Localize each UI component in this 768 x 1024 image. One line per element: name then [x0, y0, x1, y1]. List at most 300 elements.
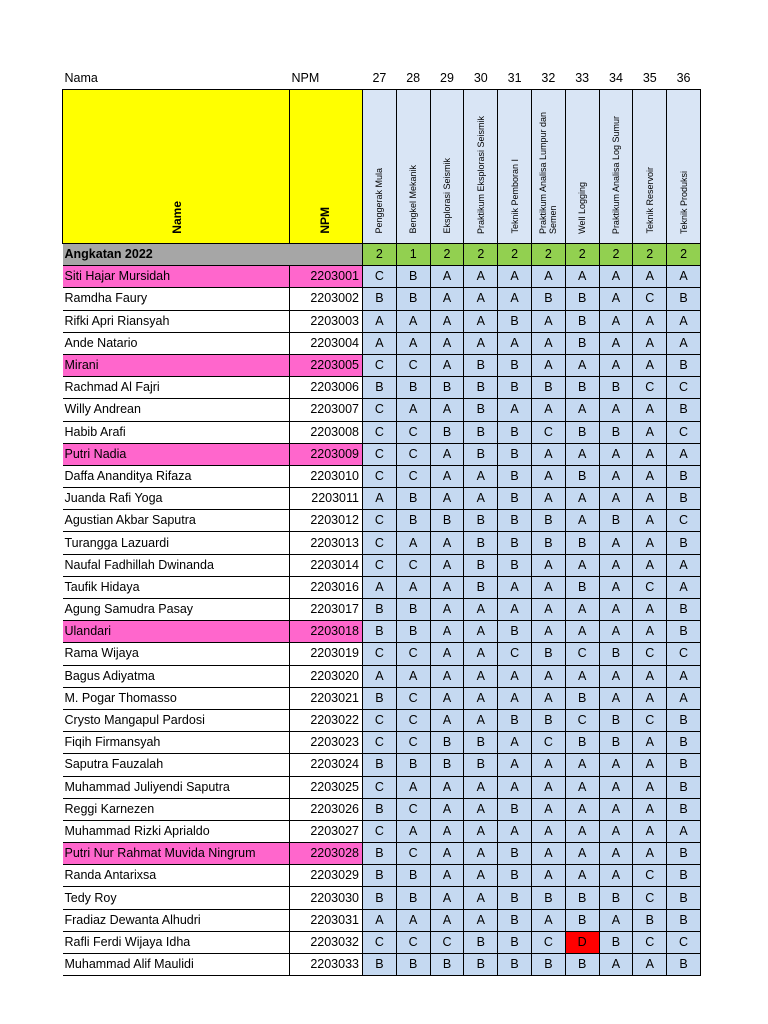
grade-cell: A [430, 465, 464, 487]
course-number: 30 [473, 71, 488, 85]
grade-cell: A [430, 643, 464, 665]
grade-cell: B [667, 288, 701, 310]
student-row [63, 865, 701, 887]
grade-cell: A [565, 399, 599, 421]
student-npm: 2203014 [290, 554, 363, 576]
grade-cell: A [599, 310, 633, 332]
student-name: Fiqih Firmansyah [63, 732, 290, 754]
grade-cell: B [498, 465, 532, 487]
grade-cell: B [464, 399, 498, 421]
grade-cell: A [633, 488, 667, 510]
grade-cell: A [599, 399, 633, 421]
grade-cell: B [531, 643, 565, 665]
grade-cell: B [363, 954, 397, 976]
grade-cell: B [464, 554, 498, 576]
grade-cell: B [565, 887, 599, 909]
grade-cell: C [396, 421, 430, 443]
grade-cell: B [363, 288, 397, 310]
grade-cell: A [531, 820, 565, 842]
grade-cell: B [363, 887, 397, 909]
grade-cell: B [599, 510, 633, 532]
student-npm: 2203024 [290, 754, 363, 776]
npm-header [290, 90, 363, 244]
grade-cell: A [498, 599, 532, 621]
grade-cell: B [667, 754, 701, 776]
student-npm: 2203033 [290, 954, 363, 976]
grade-cell: A [430, 709, 464, 731]
grade-cell: A [531, 266, 565, 288]
column-number-row [63, 68, 701, 90]
student-npm: 2203009 [290, 443, 363, 465]
grade-cell: A [565, 354, 599, 376]
grade-cell: A [531, 665, 565, 687]
grade-cell: C [498, 643, 532, 665]
student-npm: 2203022 [290, 709, 363, 731]
grade-cell: A [667, 576, 701, 598]
grade-cell: A [667, 443, 701, 465]
grade-cell: A [464, 488, 498, 510]
student-name: Daffa Ananditya Rifaza [63, 465, 290, 487]
student-name: Bagus Adiyatma [63, 665, 290, 687]
student-name: Rachmad Al Fajri [63, 377, 290, 399]
grade-cell: A [430, 288, 464, 310]
grade-cell: B [498, 532, 532, 554]
grade-cell: B [363, 798, 397, 820]
grade-cell: A [464, 709, 498, 731]
grade-cell: B [667, 887, 701, 909]
student-row [63, 310, 701, 332]
course-header [430, 90, 464, 244]
course-name: Praktikum Analisa Log Sumur [610, 115, 621, 234]
grade-cell: B [565, 909, 599, 931]
grade-cell: C [363, 776, 397, 798]
grade-cell: A [599, 266, 633, 288]
grade-cell: A [633, 599, 667, 621]
grade-cell: B [363, 687, 397, 709]
grade-cell: A [599, 687, 633, 709]
grade-cell: B [396, 754, 430, 776]
grade-cell: B [430, 421, 464, 443]
grade-cell: A [363, 488, 397, 510]
grade-cell: A [531, 399, 565, 421]
grade-cell: A [531, 865, 565, 887]
grade-cell: A [599, 776, 633, 798]
student-npm: 2203008 [290, 421, 363, 443]
grade-cell: B [396, 599, 430, 621]
grade-sheet [62, 68, 701, 976]
student-npm: 2203010 [290, 465, 363, 487]
grade-cell: A [599, 554, 633, 576]
grade-cell: C [363, 931, 397, 953]
grade-cell: B [667, 798, 701, 820]
grade-cell: A [531, 687, 565, 709]
course-header [633, 90, 667, 244]
grade-cell: B [599, 931, 633, 953]
grade-cell: A [498, 332, 532, 354]
student-npm: 2203018 [290, 621, 363, 643]
student-npm: 2203013 [290, 532, 363, 554]
grade-cell: A [363, 665, 397, 687]
grade-cell: B [667, 621, 701, 643]
grade-cell: A [633, 310, 667, 332]
grade-cell: A [396, 399, 430, 421]
grade-cell: A [599, 665, 633, 687]
grade-cell: B [498, 377, 532, 399]
grade-table [62, 68, 701, 976]
grade-cell: B [396, 377, 430, 399]
course-credits: 2 [565, 244, 599, 266]
course-name: Bengkel Mekanik [408, 165, 419, 234]
course-credits: 2 [464, 244, 498, 266]
course-header [599, 90, 633, 244]
student-name: Muhammad Juliyendi Saputra [63, 776, 290, 798]
student-npm: 2203025 [290, 776, 363, 798]
grade-cell: A [464, 887, 498, 909]
grade-cell: A [599, 843, 633, 865]
student-npm: 2203016 [290, 576, 363, 598]
grade-cell: B [363, 621, 397, 643]
grade-cell: C [667, 510, 701, 532]
grade-cell: A [633, 621, 667, 643]
grade-cell: A [565, 776, 599, 798]
grade-cell: B [565, 332, 599, 354]
grade-cell: A [599, 488, 633, 510]
grade-cell: B [667, 843, 701, 865]
grade-cell: B [464, 576, 498, 598]
grade-cell: C [363, 643, 397, 665]
grade-cell: B [531, 377, 565, 399]
student-name: Rifki Apri Riansyah [63, 310, 290, 332]
student-row [63, 621, 701, 643]
grade-cell: B [464, 954, 498, 976]
grade-cell: A [599, 865, 633, 887]
grade-cell: C [633, 709, 667, 731]
grade-cell: B [565, 310, 599, 332]
grade-cell: B [667, 954, 701, 976]
grade-cell: C [633, 288, 667, 310]
grade-cell: A [599, 465, 633, 487]
grade-cell: A [531, 843, 565, 865]
grade-cell: C [396, 931, 430, 953]
grade-cell: A [565, 621, 599, 643]
grade-cell: A [498, 732, 532, 754]
course-name: Teknik Pemboran I [509, 159, 520, 234]
student-row [63, 776, 701, 798]
grade-cell: A [531, 354, 565, 376]
grade-cell: C [531, 931, 565, 953]
group-label: Angkatan 2022 [63, 244, 290, 266]
grade-cell: B [531, 288, 565, 310]
course-credits: 1 [396, 244, 430, 266]
course-header [565, 90, 599, 244]
grade-cell: B [565, 576, 599, 598]
grade-cell: C [633, 576, 667, 598]
student-row [63, 288, 701, 310]
student-row [63, 443, 701, 465]
grade-cell: B [498, 443, 532, 465]
grade-cell: C [363, 399, 397, 421]
student-npm: 2203017 [290, 599, 363, 621]
grade-cell: A [430, 621, 464, 643]
student-row [63, 709, 701, 731]
grade-cell: A [667, 820, 701, 842]
grade-cell: A [464, 865, 498, 887]
grade-cell: A [396, 909, 430, 931]
grade-cell: B [498, 310, 532, 332]
grade-cell: A [633, 687, 667, 709]
grade-cell: A [430, 354, 464, 376]
grade-cell: B [565, 421, 599, 443]
student-row [63, 266, 701, 288]
grade-cell: A [430, 687, 464, 709]
course-header [363, 90, 397, 244]
student-name: Tedy Roy [63, 887, 290, 909]
student-row [63, 687, 701, 709]
grade-cell: C [396, 443, 430, 465]
grade-cell: A [430, 599, 464, 621]
grade-cell: A [498, 754, 532, 776]
grade-cell: B [667, 732, 701, 754]
grade-cell: C [667, 377, 701, 399]
grade-cell: A [565, 266, 599, 288]
grade-cell: A [667, 687, 701, 709]
grade-cell: A [565, 798, 599, 820]
npm-column-label: NPM [291, 71, 320, 85]
grade-cell: B [667, 909, 701, 931]
grade-cell: B [498, 488, 532, 510]
student-npm: 2203030 [290, 887, 363, 909]
grade-cell: B [667, 488, 701, 510]
group-npm-blank [290, 244, 363, 266]
grade-cell: B [599, 887, 633, 909]
grade-cell: A [599, 288, 633, 310]
grade-cell: A [396, 665, 430, 687]
grade-cell: A [430, 887, 464, 909]
student-name: Rafli Ferdi Wijaya Idha [63, 931, 290, 953]
course-credits: 2 [599, 244, 633, 266]
student-name: Saputra Fauzalah [63, 754, 290, 776]
grade-cell: A [396, 332, 430, 354]
grade-cell: A [498, 820, 532, 842]
student-name: Rama Wijaya [63, 643, 290, 665]
grade-cell: A [633, 776, 667, 798]
student-row [63, 576, 701, 598]
grade-cell: C [633, 931, 667, 953]
grade-cell: A [464, 909, 498, 931]
grade-cell: A [531, 310, 565, 332]
student-name: Agustian Akbar Saputra [63, 510, 290, 532]
grade-cell: C [396, 798, 430, 820]
grade-cell: B [498, 421, 532, 443]
grade-cell: A [498, 576, 532, 598]
grade-cell: B [363, 599, 397, 621]
course-credits: 2 [667, 244, 701, 266]
student-row [63, 599, 701, 621]
grade-cell: A [464, 266, 498, 288]
grade-cell: A [430, 776, 464, 798]
student-row [63, 798, 701, 820]
grade-cell: A [565, 665, 599, 687]
grade-cell: A [667, 665, 701, 687]
grade-cell: B [633, 909, 667, 931]
grade-cell: A [633, 399, 667, 421]
grade-cell: B [498, 510, 532, 532]
grade-cell: C [396, 354, 430, 376]
student-row [63, 931, 701, 953]
course-number: 34 [609, 71, 623, 85]
student-name: M. Pogar Thomasso [63, 687, 290, 709]
grade-cell: A [498, 399, 532, 421]
grade-cell: A [396, 310, 430, 332]
student-npm: 2203029 [290, 865, 363, 887]
student-npm: 2203020 [290, 665, 363, 687]
grade-cell: C [667, 931, 701, 953]
student-row [63, 665, 701, 687]
grade-cell: A [633, 843, 667, 865]
grade-cell: A [599, 754, 633, 776]
grade-cell: A [531, 488, 565, 510]
grade-cell: A [464, 643, 498, 665]
grade-cell: A [565, 754, 599, 776]
grade-cell: A [633, 554, 667, 576]
student-name: Muhammad Alif Maulidi [63, 954, 290, 976]
grade-cell: A [464, 843, 498, 865]
grade-cell: A [430, 443, 464, 465]
grade-cell: B [667, 532, 701, 554]
student-npm: 2203005 [290, 354, 363, 376]
name-header [63, 90, 290, 244]
student-npm: 2203002 [290, 288, 363, 310]
grade-cell: B [464, 354, 498, 376]
grade-cell: A [599, 332, 633, 354]
student-name: Reggi Karnezen [63, 798, 290, 820]
grade-cell: A [531, 332, 565, 354]
grade-cell: A [633, 665, 667, 687]
grade-cell: A [633, 754, 667, 776]
grade-cell: A [633, 465, 667, 487]
grade-cell: B [498, 931, 532, 953]
grade-cell: B [667, 776, 701, 798]
student-row [63, 354, 701, 376]
student-row [63, 399, 701, 421]
grade-cell: C [363, 421, 397, 443]
grade-cell: D [565, 931, 599, 953]
grade-cell: A [363, 332, 397, 354]
grade-cell: A [565, 865, 599, 887]
student-row [63, 377, 701, 399]
student-row [63, 732, 701, 754]
grade-cell: C [396, 709, 430, 731]
student-name: Ulandari [63, 621, 290, 643]
grade-cell: B [464, 532, 498, 554]
grade-cell: B [396, 510, 430, 532]
grade-cell: A [667, 554, 701, 576]
grade-cell: C [363, 820, 397, 842]
student-name: Habib Arafi [63, 421, 290, 443]
student-name: Ande Natario [63, 332, 290, 354]
grade-cell: C [396, 643, 430, 665]
grade-cell: A [667, 332, 701, 354]
course-number: 28 [406, 71, 421, 85]
grade-cell: B [396, 266, 430, 288]
grade-cell: A [363, 909, 397, 931]
grade-cell: A [430, 909, 464, 931]
grade-cell: A [599, 443, 633, 465]
student-row [63, 421, 701, 443]
grade-cell: B [363, 843, 397, 865]
student-row [63, 909, 701, 931]
grade-cell: A [464, 599, 498, 621]
student-row [63, 554, 701, 576]
course-number: 33 [575, 71, 590, 85]
grade-cell: B [599, 709, 633, 731]
grade-cell: B [599, 377, 633, 399]
grade-cell: A [531, 754, 565, 776]
nama-column-label: Nama [64, 71, 98, 85]
student-row [63, 754, 701, 776]
course-header [531, 90, 565, 244]
grade-cell: A [667, 266, 701, 288]
course-header [667, 90, 701, 244]
course-name: Eksplorasi Seismik [441, 158, 452, 234]
grade-cell: A [430, 820, 464, 842]
course-credits: 2 [498, 244, 532, 266]
grade-cell: C [667, 421, 701, 443]
student-name: Crysto Mangapul Pardosi [63, 709, 290, 731]
student-name: Siti Hajar Mursidah [63, 266, 290, 288]
course-number: 35 [642, 71, 657, 85]
grade-cell: B [396, 288, 430, 310]
grade-cell: B [498, 798, 532, 820]
student-name: Muhammad Rizki Aprialdo [63, 820, 290, 842]
grade-cell: A [498, 665, 532, 687]
student-name: Putri Nur Rahmat Muvida Ningrum [63, 843, 290, 865]
student-row [63, 332, 701, 354]
grade-cell: B [667, 354, 701, 376]
grade-cell: A [531, 909, 565, 931]
grade-cell: A [633, 354, 667, 376]
course-number: 29 [440, 71, 454, 85]
grade-cell: A [464, 687, 498, 709]
student-npm: 2203031 [290, 909, 363, 931]
grade-cell: C [363, 510, 397, 532]
grade-cell: B [531, 532, 565, 554]
grade-cell: B [363, 377, 397, 399]
student-row [63, 532, 701, 554]
grade-cell: C [363, 465, 397, 487]
grade-cell: B [565, 288, 599, 310]
grade-cell: B [363, 865, 397, 887]
grade-cell: A [363, 310, 397, 332]
student-npm: 2203028 [290, 843, 363, 865]
group-row [63, 244, 701, 266]
student-row [63, 954, 701, 976]
grade-cell: B [464, 421, 498, 443]
grade-cell: A [464, 332, 498, 354]
grade-cell: A [531, 776, 565, 798]
grade-cell: C [363, 532, 397, 554]
grade-cell: B [667, 399, 701, 421]
grade-cell: B [498, 621, 532, 643]
grade-cell: A [396, 776, 430, 798]
student-npm: 2203011 [290, 488, 363, 510]
grade-cell: A [363, 576, 397, 598]
grade-cell: B [498, 887, 532, 909]
grade-cell: B [667, 465, 701, 487]
student-npm: 2203032 [290, 931, 363, 953]
grade-cell: A [565, 488, 599, 510]
student-row [63, 820, 701, 842]
